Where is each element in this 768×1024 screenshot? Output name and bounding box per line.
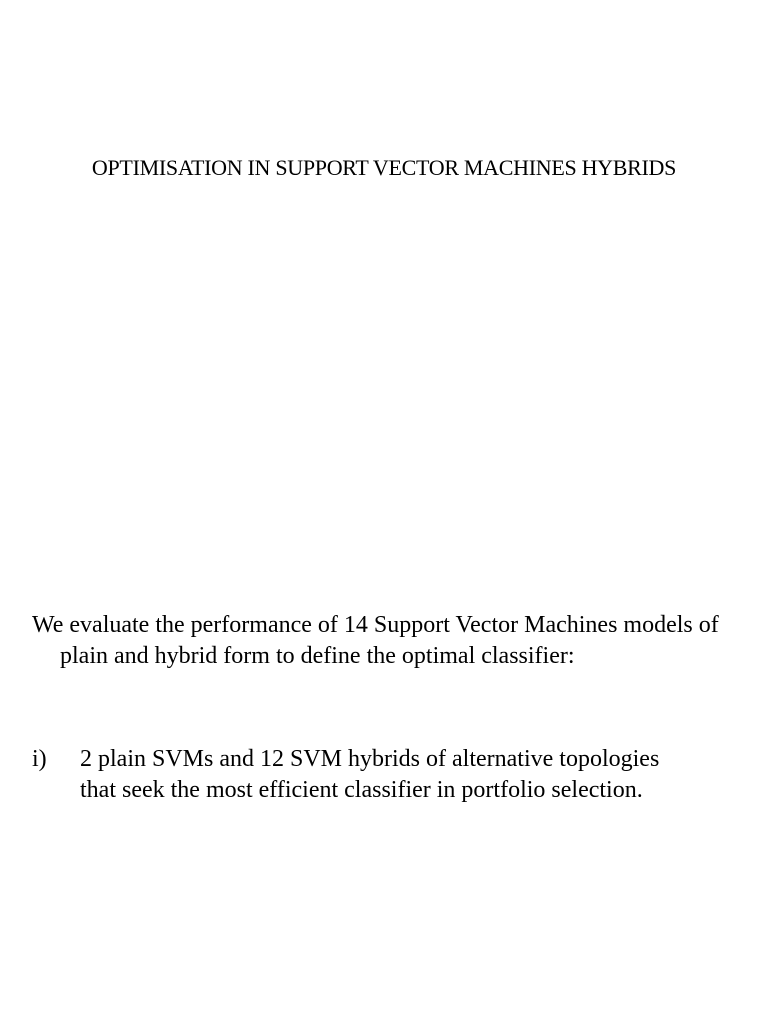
intro-paragraph: We evaluate the performance of 14 Support Vector Machines models of plain and hybrid form to define the optimal classifier: xyxy=(32,612,719,669)
document-title: OPTIMISATION IN SUPPORT VECTOR MACHINES HYBRIDS xyxy=(91,155,677,180)
list-item-marker: i) xyxy=(32,746,47,772)
list-item-text: 2 plain SVMs and 12 SVM hybrids of alternative topologies that seek the most efficient classifier in portfolio selection. xyxy=(80,746,660,803)
